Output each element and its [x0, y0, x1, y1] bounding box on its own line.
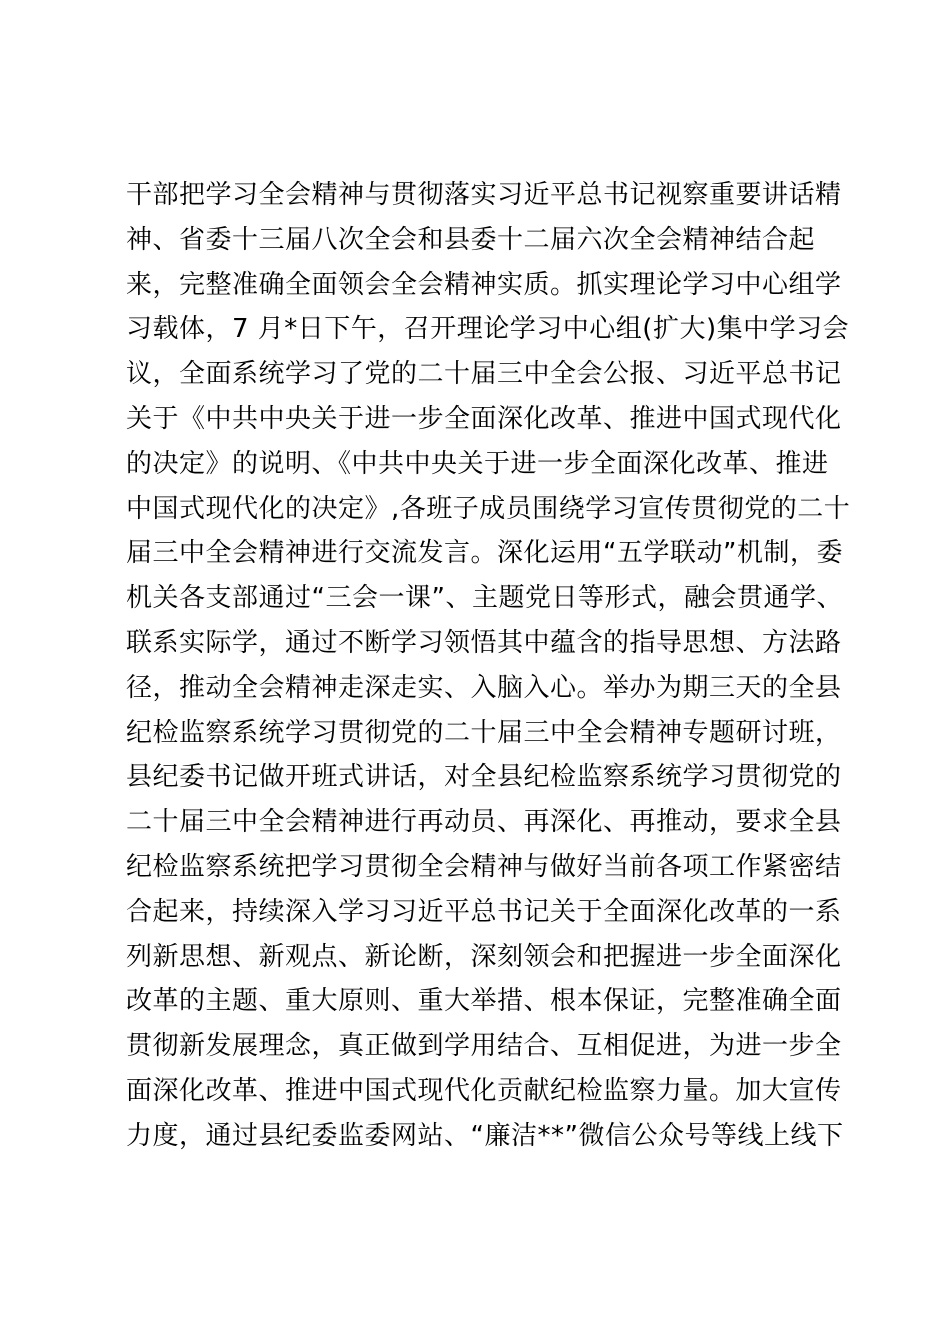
text-line: 纪检监察系统把学习贯彻全会精神与做好当前各项工作紧密结 — [126, 851, 842, 882]
text-line: 列新思想、新观点、新论断，深刻领会和把握进一步全面深化 — [126, 941, 842, 972]
text-line: 关于《中共中央关于进一步全面深化改革、推进中国式现代化 — [126, 403, 842, 434]
text-line: 的决定》的说明、《中共中央关于进一步全面深化改革、推进 — [126, 448, 829, 479]
text-line: 届三中全会精神进行交流发言。深化运用“五学联动”机制，委 — [126, 538, 843, 569]
text-line: 面深化改革、推进中国式现代化贡献纪检监察力量。加大宣传 — [126, 1075, 842, 1106]
text-line: 议，全面系统学习了党的二十届三中全会公报、习近平总书记 — [126, 359, 842, 390]
text-line: 贯彻新发展理念，真正做到学用结合、互相促进，为进一步全 — [126, 1031, 842, 1062]
text-line: 径，推动全会精神走深走实、入脑入心。举办为期三天的全县 — [126, 672, 842, 703]
text-line: 干部把学习全会精神与贯彻落实习近平总书记视察重要讲话精 — [126, 180, 842, 210]
text-line: 中国式现代化的决定》,各班子成员围绕学习宣传贯彻党的二十 — [126, 493, 851, 524]
text-line: 联系实际学，通过不断学习领悟其中蕴含的指导思想、方法路 — [126, 627, 842, 658]
text-line: 来，完整准确全面领会全会精神实质。抓实理论学习中心组学 — [126, 269, 842, 300]
text-line: 机关各支部通过“三会一课”、主题党日等形式，融会贯通学、 — [126, 583, 843, 614]
text-line: 合起来，持续深入学习习近平总书记关于全面深化改革的一系 — [126, 896, 842, 927]
text-line: 纪检监察系统学习贯彻党的二十届三中全会精神专题研讨班， — [126, 717, 842, 748]
body-paragraph — [126, 173, 851, 1159]
text-line: 改革的主题、重大原则、重大举措、根本保证，完整准确全面 — [126, 986, 842, 1017]
text-line: 二十届三中全会精神进行再动员、再深化、再推动，要求全县 — [126, 807, 842, 838]
text-line: 神、省委十三届八次全会和县委十二届六次全会精神结合起 — [126, 224, 816, 255]
text-line: 力度，通过县纪委监委网站、“廉洁**”微信公众号等线上线下 — [126, 1120, 844, 1151]
text-line: 习载体，7 月*日下午，召开理论学习中心组(扩大)集中学习会 — [126, 314, 850, 345]
text-line: 县纪委书记做开班式讲话，对全县纪检监察系统学习贯彻党的 — [126, 762, 842, 793]
